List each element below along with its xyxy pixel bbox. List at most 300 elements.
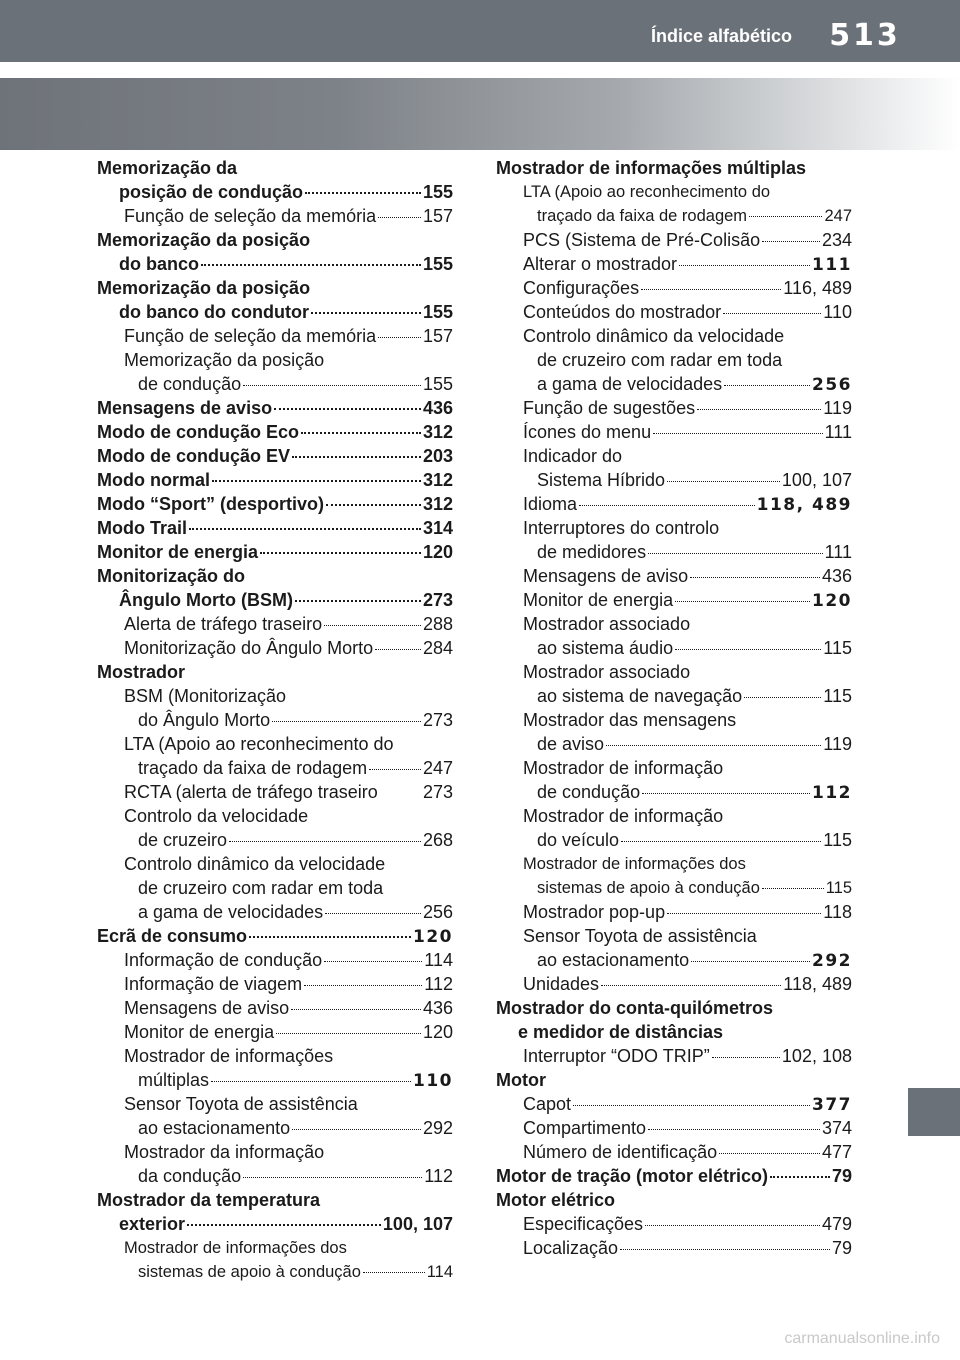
entry-text: de condução xyxy=(138,374,242,394)
entry-text: a gama de velocidades xyxy=(537,374,723,394)
entry-text: Mostrador de informações múltiplas xyxy=(496,158,807,178)
entry-text: Memorização da posição xyxy=(124,350,325,370)
dot-leader xyxy=(641,289,781,290)
entry-text: Função de seleção da memória xyxy=(124,206,377,226)
entry-text: Mostrador de informações dos xyxy=(124,1239,347,1257)
entry-text: Alerta de tráfego traseiro xyxy=(124,614,323,634)
dot-leader xyxy=(187,1224,381,1226)
page-reference[interactable]: 374 xyxy=(821,1118,852,1138)
index-heading xyxy=(496,1068,852,1092)
dot-leader xyxy=(749,216,822,217)
page-reference[interactable]: 155 xyxy=(422,374,453,394)
entry-text: Sistema Híbrido xyxy=(537,470,666,490)
index-subentry xyxy=(496,228,852,252)
page-reference[interactable]: 119 xyxy=(823,734,852,754)
page-reference[interactable]: 155 xyxy=(422,302,453,322)
entry-text: Monitor de energia xyxy=(97,542,259,562)
dot-leader xyxy=(369,769,421,770)
dot-leader xyxy=(712,1057,780,1058)
page-reference[interactable]: 477 xyxy=(821,1142,852,1162)
dot-leader xyxy=(378,217,421,218)
entry-text: de cruzeiro com radar em toda xyxy=(138,878,384,898)
index-heading xyxy=(97,924,453,948)
dot-leader xyxy=(291,1009,421,1010)
page-reference[interactable]: 112 xyxy=(812,783,852,803)
index-subentry xyxy=(496,444,852,468)
entry-text: Sensor Toyota de assistência xyxy=(124,1094,358,1114)
entry-text: Mostrador de informação xyxy=(523,758,724,778)
index-heading xyxy=(496,1020,852,1044)
entry-text: Mostrador pop-up xyxy=(523,902,666,922)
entry-text: Mensagens de aviso xyxy=(523,566,689,586)
page-reference[interactable]: 247 xyxy=(422,758,453,778)
entry-text: Modo “Sport” (desportivo) xyxy=(97,494,324,514)
page-reference[interactable]: 256 xyxy=(422,902,453,922)
entry-text: sistemas de apoio à condução xyxy=(138,1263,361,1281)
page-reference[interactable]: 436 xyxy=(821,566,852,586)
entry-text: Modo Trail xyxy=(97,518,187,538)
entry-text: Indicador do xyxy=(523,446,623,466)
index-subentry xyxy=(496,276,852,300)
dot-leader xyxy=(260,552,421,554)
dot-leader xyxy=(691,961,810,962)
page-reference[interactable]: 292 xyxy=(812,951,852,971)
index-subentry xyxy=(97,372,453,396)
index-subentry xyxy=(496,684,852,708)
page-reference[interactable]: 115 xyxy=(823,830,852,850)
index-subentry xyxy=(97,324,453,348)
page-reference[interactable]: 268 xyxy=(422,830,453,850)
index-subentry xyxy=(496,1236,852,1260)
dot-leader xyxy=(326,504,421,506)
page-reference[interactable]: 111 xyxy=(812,255,852,275)
dot-leader xyxy=(276,1033,421,1034)
dot-leader xyxy=(675,649,821,650)
dot-leader xyxy=(212,480,421,482)
dot-leader xyxy=(667,913,821,914)
index-subentry xyxy=(496,468,852,492)
entry-text: Mostrador da informação xyxy=(124,1142,325,1162)
dot-leader xyxy=(690,577,820,578)
index-subentry xyxy=(97,684,453,708)
entry-text: Motor de tração (motor elétrico) xyxy=(496,1166,769,1186)
chapter-tab[interactable] xyxy=(908,1088,960,1136)
entry-text: Função de seleção da memória xyxy=(124,326,377,346)
entry-text: Motor xyxy=(496,1070,546,1090)
dot-leader xyxy=(378,337,421,338)
dot-leader xyxy=(301,432,421,434)
dot-leader xyxy=(744,697,821,698)
entry-text: Ecrã de consumo xyxy=(97,926,248,946)
page-reference[interactable]: 479 xyxy=(821,1214,852,1234)
entry-text: traçado da faixa de rodagem xyxy=(138,758,368,778)
entry-text: Unidades xyxy=(523,974,600,994)
entry-text: Mostrador associado xyxy=(523,614,691,634)
entry-text: traçado da faixa de rodagem xyxy=(537,207,748,225)
dot-leader xyxy=(272,721,421,722)
page-reference[interactable]: 110 xyxy=(823,302,852,322)
index-subentry xyxy=(97,1164,453,1188)
index-subentry xyxy=(97,780,453,804)
dot-leader xyxy=(579,505,755,506)
index-subentry xyxy=(496,636,852,660)
index-subentry xyxy=(496,660,852,684)
index-subentry xyxy=(97,1092,453,1116)
index-heading xyxy=(97,420,453,444)
entry-text: Conteúdos do mostrador xyxy=(523,302,722,322)
page-reference[interactable]: 110 xyxy=(413,1071,453,1091)
index-heading xyxy=(496,156,852,180)
index-subentry xyxy=(97,972,453,996)
page-reference[interactable]: 114 xyxy=(424,950,453,970)
dot-leader xyxy=(648,553,823,554)
index-subentry xyxy=(496,948,852,972)
entry-text: BSM (Monitorização xyxy=(124,686,287,706)
entry-text: de aviso xyxy=(537,734,605,754)
entry-text: RCTA (alerta de tráfego traseiro xyxy=(124,782,378,802)
index-subentry xyxy=(496,708,852,732)
index-subentry xyxy=(97,828,453,852)
index-heading xyxy=(97,156,453,180)
entry-text: Modo normal xyxy=(97,470,210,490)
entry-text: Mostrador do conta-quilómetros xyxy=(496,998,774,1018)
index-subentry xyxy=(97,636,453,660)
dot-leader xyxy=(770,1176,830,1178)
index-heading xyxy=(97,588,453,612)
dot-leader xyxy=(697,409,821,410)
dot-leader xyxy=(675,601,810,602)
entry-text: a gama de velocidades xyxy=(138,902,324,922)
page-reference[interactable]: 436 xyxy=(422,398,453,418)
index-heading xyxy=(97,564,453,588)
page-reference[interactable]: 120 xyxy=(413,927,453,947)
entry-text: Interruptores do controlo xyxy=(523,518,720,538)
entry-text: do Ângulo Morto xyxy=(138,710,271,730)
entry-text: de cruzeiro com radar em toda xyxy=(537,350,783,370)
index-subentry xyxy=(496,588,852,612)
index-subentry xyxy=(496,252,852,276)
index-subentry xyxy=(97,1260,453,1284)
index-heading xyxy=(97,1188,453,1212)
index-subentry xyxy=(97,732,453,756)
dot-leader xyxy=(762,888,824,889)
entry-text: Mostrador das mensagens xyxy=(523,710,737,730)
entry-text: Mostrador associado xyxy=(523,662,691,682)
entry-text: de cruzeiro xyxy=(138,830,228,850)
dot-leader xyxy=(324,961,422,962)
page-reference[interactable]: 79 xyxy=(831,1238,852,1258)
dot-leader xyxy=(189,528,421,530)
entry-text: Mostrador da temperatura xyxy=(97,1190,321,1210)
entry-text: ao sistema áudio xyxy=(537,638,674,658)
page-reference[interactable]: 120 xyxy=(812,591,852,611)
index-column-left xyxy=(97,156,453,1284)
index-subentry xyxy=(97,852,453,876)
dot-leader xyxy=(201,264,421,266)
entry-text: múltiplas xyxy=(138,1070,210,1090)
entry-text: PCS (Sistema de Pré-Colisão xyxy=(523,230,761,250)
index-subentry xyxy=(496,324,852,348)
index-heading xyxy=(496,996,852,1020)
dot-leader xyxy=(606,745,821,746)
page-reference[interactable]: 436 xyxy=(422,998,453,1018)
page-reference[interactable]: 120 xyxy=(422,1022,453,1042)
page-reference[interactable]: 312 xyxy=(422,422,453,442)
entry-text: Idioma xyxy=(523,494,578,514)
entry-text: Mostrador de informações xyxy=(124,1046,334,1066)
index-heading xyxy=(97,468,453,492)
page-reference[interactable]: 247 xyxy=(824,207,852,225)
entry-text: Memorização da posição xyxy=(97,278,311,298)
dot-leader xyxy=(620,1249,830,1250)
entry-text: exterior xyxy=(119,1214,186,1234)
page-reference[interactable]: 256 xyxy=(812,375,852,395)
index-subentry xyxy=(496,1212,852,1236)
page-title: Índice alfabético xyxy=(650,26,792,46)
index-subentry xyxy=(97,900,453,924)
index-subentry xyxy=(97,876,453,900)
page-reference[interactable]: 112 xyxy=(424,1166,453,1186)
index-heading xyxy=(97,1212,453,1236)
index-heading xyxy=(97,252,453,276)
index-subentry xyxy=(97,756,453,780)
entry-text: Alterar o mostrador xyxy=(523,254,678,274)
index-subentry xyxy=(496,1116,852,1140)
entry-text: Sensor Toyota de assistência xyxy=(523,926,757,946)
dot-leader xyxy=(229,841,421,842)
dot-leader xyxy=(601,985,781,986)
index-subentry xyxy=(496,732,852,756)
page-reference[interactable]: 273 xyxy=(422,710,453,730)
index-subentry xyxy=(496,1140,852,1164)
entry-text: Memorização da xyxy=(97,158,238,178)
index-subentry xyxy=(496,804,852,828)
page-reference[interactable]: 314 xyxy=(422,518,453,538)
index-heading xyxy=(97,300,453,324)
entry-text: Monitorização do xyxy=(97,566,245,586)
dot-leader xyxy=(243,385,421,386)
index-subentry xyxy=(496,1092,852,1116)
entry-text: Função de sugestões xyxy=(523,398,696,418)
index-subentry xyxy=(97,1116,453,1140)
entry-text: Compartimento xyxy=(523,1118,647,1138)
index-subentry xyxy=(496,900,852,924)
entry-text: Controlo da velocidade xyxy=(124,806,309,826)
page-reference[interactable]: 157 xyxy=(422,206,453,226)
index-subentry xyxy=(97,1044,453,1068)
entry-text: sistemas de apoio à condução xyxy=(537,879,760,897)
index-subentry xyxy=(97,1236,453,1260)
entry-text: Informação de viagem xyxy=(124,974,303,994)
entry-text: Memorização da posição xyxy=(97,230,311,250)
entry-text: Ângulo Morto (BSM) xyxy=(119,590,293,610)
dot-leader xyxy=(667,481,780,482)
dot-leader xyxy=(295,600,421,602)
index-subentry xyxy=(97,348,453,372)
page-reference[interactable]: 100, 107 xyxy=(781,470,852,490)
entry-text: ao estacionamento xyxy=(537,950,690,970)
page-reference[interactable]: 118, 489 xyxy=(756,495,852,515)
dot-leader xyxy=(311,312,421,314)
entry-text: LTA (Apoio ao reconhecimento do xyxy=(124,734,394,754)
page-reference[interactable]: 203 xyxy=(422,446,453,466)
dot-leader xyxy=(653,433,823,434)
index-column-right xyxy=(496,156,852,1260)
entry-text: Modo de condução Eco xyxy=(97,422,300,442)
page-reference[interactable]: 312 xyxy=(422,470,453,490)
page-reference[interactable]: 114 xyxy=(426,1263,453,1281)
dot-leader xyxy=(621,841,821,842)
page-reference[interactable]: 100, 107 xyxy=(382,1214,453,1234)
index-subentry xyxy=(97,612,453,636)
page-reference[interactable]: 284 xyxy=(422,638,453,658)
entry-text: LTA (Apoio ao reconhecimento do xyxy=(523,183,771,201)
index-heading xyxy=(97,396,453,420)
entry-text: ao estacionamento xyxy=(138,1118,291,1138)
page-reference[interactable]: 118 xyxy=(823,902,852,922)
page-reference[interactable]: 111 xyxy=(824,542,852,562)
dot-leader xyxy=(375,649,421,650)
index-heading xyxy=(97,228,453,252)
index-subentry xyxy=(496,612,852,636)
page-reference[interactable]: 112 xyxy=(424,974,453,994)
index-subentry xyxy=(496,924,852,948)
page-reference[interactable]: 312 xyxy=(422,494,453,514)
dot-leader xyxy=(305,192,421,194)
entry-text: Interruptor “ODO TRIP” xyxy=(523,1046,710,1066)
entry-text: Mostrador de informações dos xyxy=(523,855,746,873)
dot-leader xyxy=(679,265,810,266)
index-subentry xyxy=(97,948,453,972)
page-reference[interactable]: 115 xyxy=(823,686,852,706)
dot-leader xyxy=(274,408,421,410)
index-subentry xyxy=(97,1068,453,1092)
index-subentry xyxy=(97,1140,453,1164)
page-number: 513 xyxy=(829,18,901,53)
watermark: carmanualsonline.info xyxy=(784,1330,940,1347)
dot-leader xyxy=(325,913,421,914)
index-subentry xyxy=(496,348,852,372)
index-subentry xyxy=(496,372,852,396)
index-subentry xyxy=(496,972,852,996)
page-reference[interactable]: 273 xyxy=(422,782,453,802)
page-reference[interactable]: 157 xyxy=(422,326,453,346)
index-subentry xyxy=(496,300,852,324)
page-reference[interactable]: 288 xyxy=(422,614,453,634)
index-subentry xyxy=(97,996,453,1020)
page-reference[interactable]: 118, 489 xyxy=(783,974,852,994)
page-reference[interactable]: 119 xyxy=(823,398,852,418)
index-subentry xyxy=(496,852,852,876)
entry-text: Mostrador xyxy=(97,662,186,682)
index-subentry xyxy=(97,204,453,228)
dot-leader xyxy=(573,1105,810,1106)
index-heading xyxy=(97,492,453,516)
entry-text: Configurações xyxy=(523,278,640,298)
dot-leader xyxy=(723,313,821,314)
dot-leader xyxy=(648,1129,820,1130)
page-reference[interactable]: 115 xyxy=(823,638,852,658)
index-subentry xyxy=(496,492,852,516)
index-heading xyxy=(496,1164,852,1188)
page-reference[interactable]: 120 xyxy=(422,542,453,562)
page-reference[interactable]: 155 xyxy=(422,254,453,274)
index-subentry xyxy=(97,708,453,732)
dot-leader xyxy=(249,936,411,938)
index-subentry xyxy=(496,204,852,228)
entry-text: Especificações xyxy=(523,1214,644,1234)
page-reference[interactable]: 116, 489 xyxy=(783,278,852,298)
dot-leader xyxy=(292,1129,421,1130)
dot-leader xyxy=(292,456,421,458)
entry-text: do banco xyxy=(119,254,199,274)
entry-text: do veículo xyxy=(537,830,620,850)
entry-text: de condução xyxy=(537,782,641,802)
entry-text: posição de condução xyxy=(119,182,304,202)
dot-leader xyxy=(645,1225,820,1226)
entry-text: Mensagens de aviso xyxy=(97,398,273,418)
entry-text: Localização xyxy=(523,1238,619,1258)
index-heading xyxy=(97,444,453,468)
page-reference[interactable]: 155 xyxy=(422,182,453,202)
index-subentry xyxy=(496,516,852,540)
index-subentry xyxy=(496,756,852,780)
dot-leader xyxy=(724,385,810,386)
entry-text: Informação de condução xyxy=(124,950,323,970)
entry-text: e medidor de distâncias xyxy=(518,1022,724,1042)
entry-text: de medidores xyxy=(537,542,647,562)
index-subentry xyxy=(496,396,852,420)
page-reference[interactable]: 115 xyxy=(825,879,852,897)
entry-text: Mensagens de aviso xyxy=(124,998,290,1018)
entry-text: do banco do condutor xyxy=(119,302,309,322)
dot-leader xyxy=(642,793,810,794)
index-subentry xyxy=(97,804,453,828)
dot-leader xyxy=(324,625,421,626)
index-subentry xyxy=(496,1044,852,1068)
entry-text: Número de identificação xyxy=(523,1142,718,1162)
index-heading xyxy=(97,180,453,204)
dot-leader xyxy=(762,241,820,242)
dot-leader xyxy=(304,985,422,986)
entry-text: Modo de condução EV xyxy=(97,446,291,466)
index-subentry xyxy=(496,540,852,564)
index-heading xyxy=(496,1188,852,1212)
page-reference[interactable]: 273 xyxy=(422,590,453,610)
dot-leader xyxy=(719,1153,820,1154)
entry-text: da condução xyxy=(138,1166,242,1186)
entry-text: Motor elétrico xyxy=(496,1190,616,1210)
dot-leader xyxy=(363,1272,425,1273)
entry-text: ao sistema de navegação xyxy=(537,686,743,706)
index-heading xyxy=(97,540,453,564)
page-reference[interactable]: 377 xyxy=(812,1095,852,1115)
page-reference[interactable]: 102, 108 xyxy=(781,1046,852,1066)
index-subentry xyxy=(496,420,852,444)
page-reference[interactable]: 79 xyxy=(831,1166,852,1186)
entry-text: Mostrador de informação xyxy=(523,806,724,826)
section-banner xyxy=(0,78,960,150)
dot-leader xyxy=(211,1081,411,1082)
entry-text: Controlo dinâmico da velocidade xyxy=(523,326,785,346)
page-reference[interactable]: 234 xyxy=(821,230,852,250)
index-subentry xyxy=(97,1020,453,1044)
page-reference[interactable]: 111 xyxy=(824,422,852,442)
page-reference[interactable]: 292 xyxy=(422,1118,453,1138)
index-heading xyxy=(97,660,453,684)
index-heading xyxy=(97,276,453,300)
entry-text: Monitor de energia xyxy=(523,590,674,610)
